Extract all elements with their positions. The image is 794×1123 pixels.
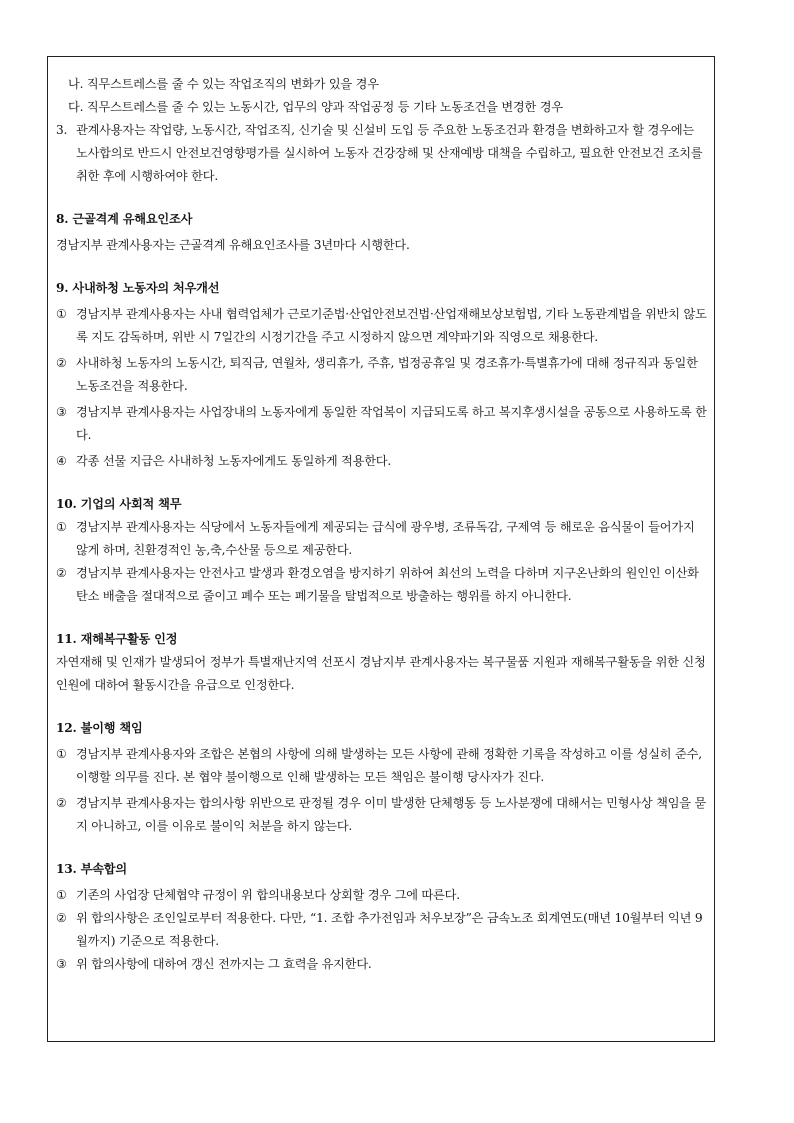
item-text: 사내하청 노동자의 노동시간, 퇴직금, 연월차, 생리휴가, 주휴, 법정공휴일 및 경조휴가·특별휴가에 대해 정규직과 동일한 노동조건을 적용한다.: [76, 356, 698, 393]
section-11-title: 11. 재해복구활동 인정: [56, 632, 178, 646]
section-9-item-4: [56, 450, 708, 473]
item-text: 경남지부 관계사용자와 조합은 본협의 사항에 의해 발생하는 모든 사항에 관해 정확한 기록을 작성하고 이를 성실히 준수, 이행할 의무를 진다. 본 협약 불이행으로 인해 발생하는 모든 책임은 불이행 당사자가 진다.: [76, 747, 702, 784]
section-9-item-2: [56, 352, 708, 398]
item-text: 경남지부 관계사용자는 식당에서 노동자들에게 제공되는 급식에 광우병, 조류독감, 구제역 등 해로운 음식물이 들어가지 않게 하며, 친환경적인 농,축,수산물 등으로 제공한다.: [76, 520, 695, 557]
section-10-item-1: [56, 516, 708, 562]
item-marker: ②: [56, 796, 67, 810]
section-10-item-2: [56, 562, 708, 608]
item-text: 각종 선물 지급은 사내하청 노동자에게도 동일하게 적용한다.: [76, 454, 392, 468]
item-text: 기존의 사업장 단체협약 규정이 위 합의내용보다 상회할 경우 그에 따른다.: [76, 888, 460, 902]
item-marker: ②: [56, 911, 67, 925]
item-marker: ②: [56, 566, 67, 580]
document-body: [56, 73, 708, 976]
item-marker: ①: [56, 888, 67, 902]
section-11-text: 자연재해 및 인재가 발생되어 정부가 특별재난지역 선포시 경남지부 관계사용자는 복구물품 지원과 재해복구활동을 위한 신청인원에 대하여 활동시간을 유급으로 인정한다.: [56, 655, 706, 692]
section-13-item-1: [56, 884, 708, 907]
section-8-text: 경남지부 관계사용자는 근골격계 유해요인조사를 3년마다 시행한다.: [56, 238, 410, 252]
item-marker: ①: [56, 520, 67, 534]
clause-da: 다. 직무스트레스를 줄 수 있는 노동시간, 업무의 양과 작업공정 등 기타 노동조건을 변경한 경우: [68, 100, 563, 114]
clause-3-text: 관계사용자는 작업량, 노동시간, 작업조직, 신기술 및 신설비 도입 등 주요한 노동조건과 환경을 변화하고자 할 경우에는 노사합의로 반드시 안전보건영향평가를 실시하여 노동자 건강장해 및 산재예방 대책을 수립하고, 필요한 안전보건 조치를 취한 후에 시행하여야 한다.: [76, 123, 703, 183]
item-text: 경남지부 관계사용자는 합의사항 위반으로 판정될 경우 이미 발생한 단체행동 등 노사분쟁에 대해서는 민형사상 책임을 묻지 아니하고, 이를 이유로 불이익 처분을 하지 않는다.: [76, 796, 707, 833]
section-12-item-2: [56, 792, 708, 838]
section-13-item-2: [56, 907, 708, 953]
item-text: 경남지부 관계사용자는 안전사고 발생과 환경오염을 방지하기 위하여 최선의 노력을 다하며 지구온난화의 원인인 이산화탄소 배출을 절대적으로 줄이고 폐수 또는 폐기물을 탈법적으로 방출하는 행위를 하지 아니한다.: [76, 566, 699, 603]
item-marker: ③: [56, 405, 67, 419]
clause-3-number: 3.: [56, 123, 68, 137]
section-13-item-3: [56, 953, 708, 976]
item-text: 경남지부 관계사용자는 사업장내의 노동자에게 동일한 작업복이 지급되도록 하고 복지후생시설을 공동으로 사용하도록 한다.: [76, 405, 707, 442]
item-marker: ①: [56, 307, 67, 321]
document-frame: [47, 56, 715, 1042]
item-text: 위 합의사항은 조인일로부터 적용한다. 다만, “1. 조합 추가전임과 처우보장”은 금속노조 회계연도(매년 10월부터 익년 9월까지) 기준으로 적용한다.: [76, 911, 703, 948]
item-text: 경남지부 관계사용자는 사내 협력업체가 근로기준법·산업안전보건법·산업재해보상보험법, 기타 노동관계법을 위반치 않도록 지도 감독하며, 위반 시 7일간의 시정기간을 주고 시정하지 않으면 계약파기와 직영으로 채용한다.: [76, 307, 707, 344]
section-8-title: 8. 근골격계 유해요인조사: [56, 212, 193, 226]
section-13-title: 13. 부속합의: [56, 862, 127, 876]
section-12-title: 12. 불이행 책임: [56, 721, 143, 735]
item-marker: ①: [56, 747, 67, 761]
section-12-item-1: [56, 743, 708, 789]
section-9-item-1: [56, 303, 708, 349]
item-marker: ④: [56, 454, 67, 468]
clause-na: 나. 직무스트레스를 줄 수 있는 작업조직의 변화가 있을 경우: [68, 77, 379, 91]
item-text: 위 합의사항에 대하여 갱신 전까지는 그 효력을 유지한다.: [76, 957, 372, 971]
section-10-title: 10. 기업의 사회적 책무: [56, 497, 182, 511]
item-marker: ②: [56, 356, 67, 370]
section-9-title: 9. 사내하청 노동자의 처우개선: [56, 281, 220, 295]
clause-3: [56, 119, 708, 188]
item-marker: ③: [56, 957, 67, 971]
section-9-item-3: [56, 401, 708, 447]
